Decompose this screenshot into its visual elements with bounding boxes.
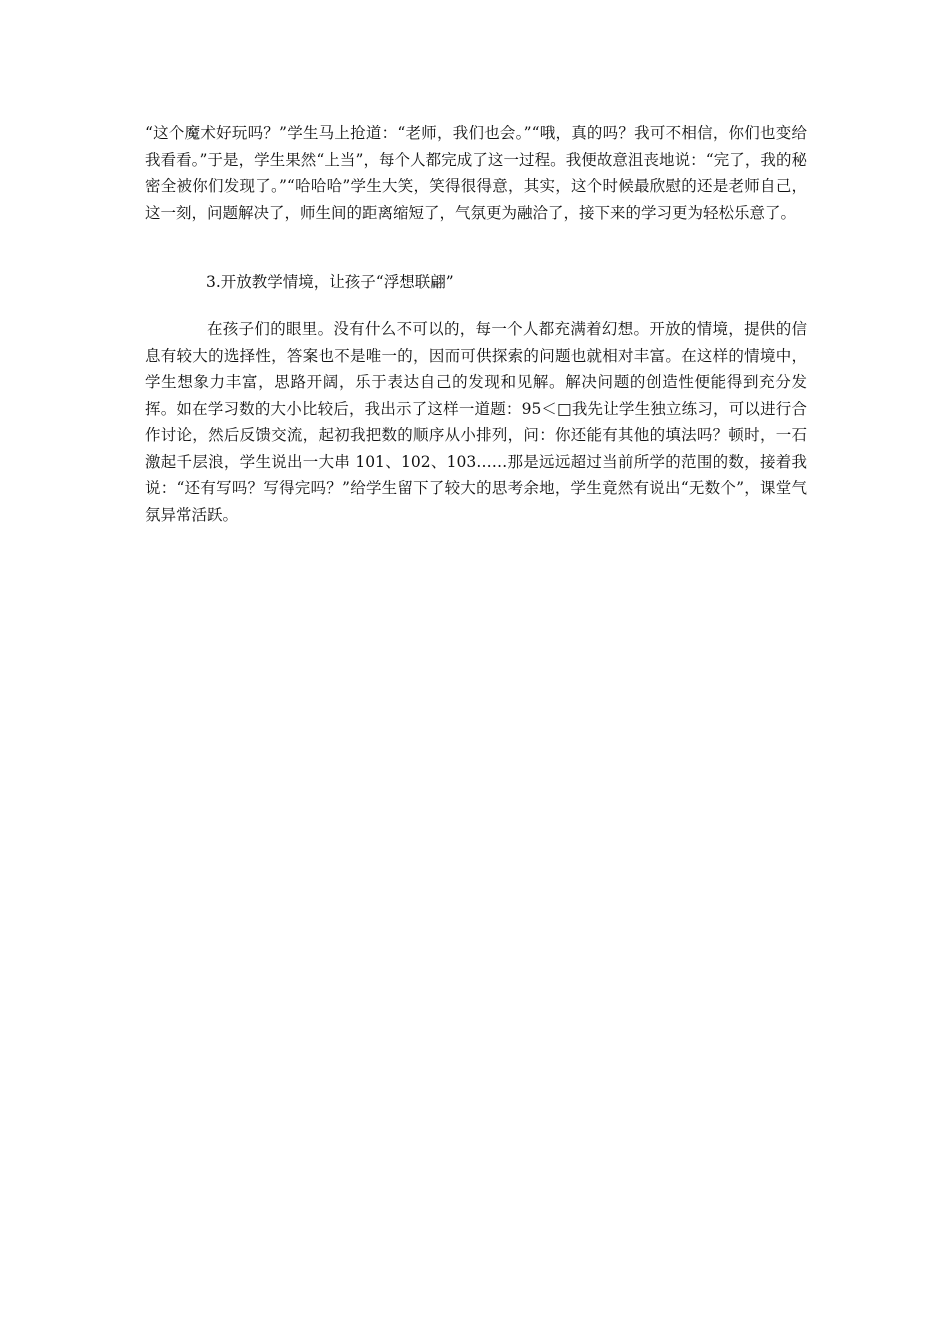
- body-paragraph-1: “这个魔术好玩吗？”学生马上抢道：“老师，我们也会。”“哦，真的吗？我可不相信，你们也变给我看看。”于是，学生果然“上当”，每个人都完成了这一过程。我便故意沮丧地说：“完了，我的秘密全被你们发现了。”“哈哈哈”学生大笑，笑得很得意，其实，这个时候最欣慰的还是老师自己，这一刻，问题解决了，师生间的距离缩短了，气氛更为融洽了，接下来的学习更为轻松乐意了。: [145, 124, 807, 222]
- section-heading: 3.开放教学情境，让孩子“浮想联翩”: [206, 273, 454, 291]
- body-paragraph-2: 在孩子们的眼里。没有什么不可以的，每一个人都充满着幻想。开放的情境，提供的信息有较大的选择性，答案也不是唯一的，因而可供探索的问题也就相对丰富。在这样的情境中，学生想象力丰富，思路开阔，乐于表达自己的发现和见解。解决问题的创造性便能得到充分发挥。如在学习数的大小比较后，我出示了这样一道题：95＜□我先让学生独立练习，可以进行合作讨论，然后反馈交流，起初我把数的顺序从小排列，问：你还能有其他的填法吗？顿时，一石激起千层浪，学生说出一大串 101、102、103……那是远远超过当前所学的范围的数，接着我说：“还有写吗？写得完吗？”给学生留下了较大的思考余地，学生竟然有说出“无数个”，课堂气氛异常活跃。: [145, 320, 807, 524]
